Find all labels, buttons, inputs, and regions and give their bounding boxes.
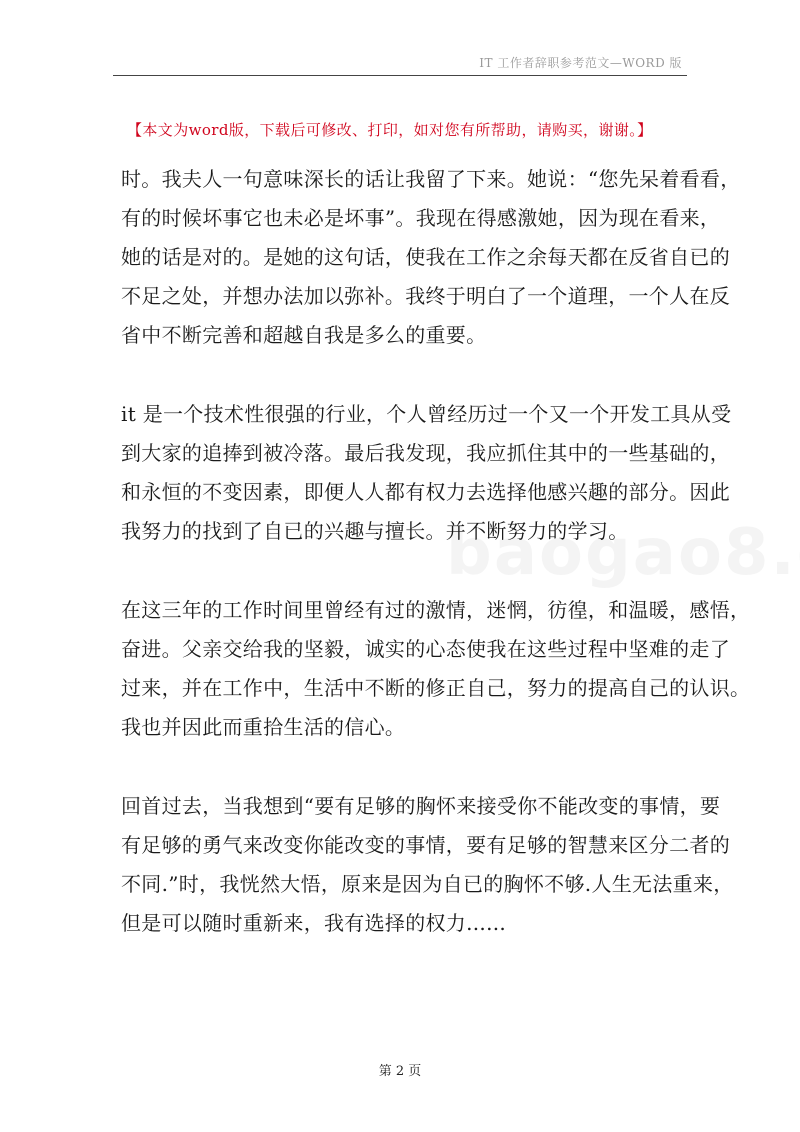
paragraph-3 bbox=[121, 591, 751, 747]
paragraph-2 bbox=[121, 395, 732, 551]
paragraph-line: 到大家的追捧到被冷落。最后我发现，我应抓住其中的一些基础的， bbox=[121, 441, 730, 465]
paragraph-line: 我努力的找到了自已的兴趣与擅长。并不断努力的学习。 bbox=[121, 519, 629, 543]
paragraph-line: 时。我夫人一句意味深长的话让我留了下来。她说：“您先呆着看看， bbox=[121, 167, 741, 191]
paragraph-line: 省中不断完善和超越自我是多么的重要。 bbox=[121, 323, 487, 347]
paragraph-line: 有的时候坏事它也未必是坏事”。我现在得感激她，因为现在看来， bbox=[121, 206, 721, 230]
paragraph-line: 奋进。父亲交给我的坚毅，诚实的心态使我在这些过程中坚难的走了 bbox=[121, 637, 730, 661]
paragraph-line: 在这三年的工作时间里曾经有过的激情，迷惘，彷徨，和温暖，感悟， bbox=[121, 598, 751, 622]
paragraph-line: 我也并因此而重拾生活的信心。 bbox=[121, 715, 406, 739]
document-body bbox=[121, 160, 751, 983]
page-number: 第 2 页 bbox=[378, 1064, 422, 1079]
paragraph-line: 她的话是对的。是她的这句话，使我在工作之余每天都在反省自已的 bbox=[121, 245, 730, 269]
paragraph-line: 有足够的勇气来改变你能改变的事情，要有足够的智慧来区分二者的 bbox=[121, 833, 730, 857]
header-title: IT 工作者辞职参考范文—WORD 版 bbox=[479, 56, 682, 70]
paragraph-1 bbox=[121, 160, 741, 355]
paragraph-4 bbox=[121, 787, 734, 943]
header-divider bbox=[113, 75, 687, 76]
paragraph-line: 但是可以随时重新来，我有选择的权力...... bbox=[121, 911, 507, 935]
paragraph-line: 过来，并在工作中，生活中不断的修正自己，努力的提高自己的认识。 bbox=[121, 676, 751, 700]
paragraph-line: it 是一个技术性很强的行业，个人曾经历过一个又一个开发工具从受 bbox=[121, 402, 732, 426]
paragraph-line: 和永恒的不变因素，即便人人都有权力去选择他感兴趣的部分。因此 bbox=[121, 480, 730, 504]
paragraph-line: 不足之处，并想办法加以弥补。我终于明白了一个道理，一个人在反 bbox=[121, 284, 730, 308]
download-notice: 【本文为word版，下载后可修改、打印，如对您有所帮助，请购买，谢谢。】 bbox=[127, 121, 653, 139]
paragraph-line: 回首过去，当我想到“要有足够的胸怀来接受你不能改变的事情，要 bbox=[121, 794, 721, 818]
paragraph-line: 不同.”时，我恍然大悟，原来是因为自已的胸怀不够.人生无法重来， bbox=[121, 872, 734, 896]
